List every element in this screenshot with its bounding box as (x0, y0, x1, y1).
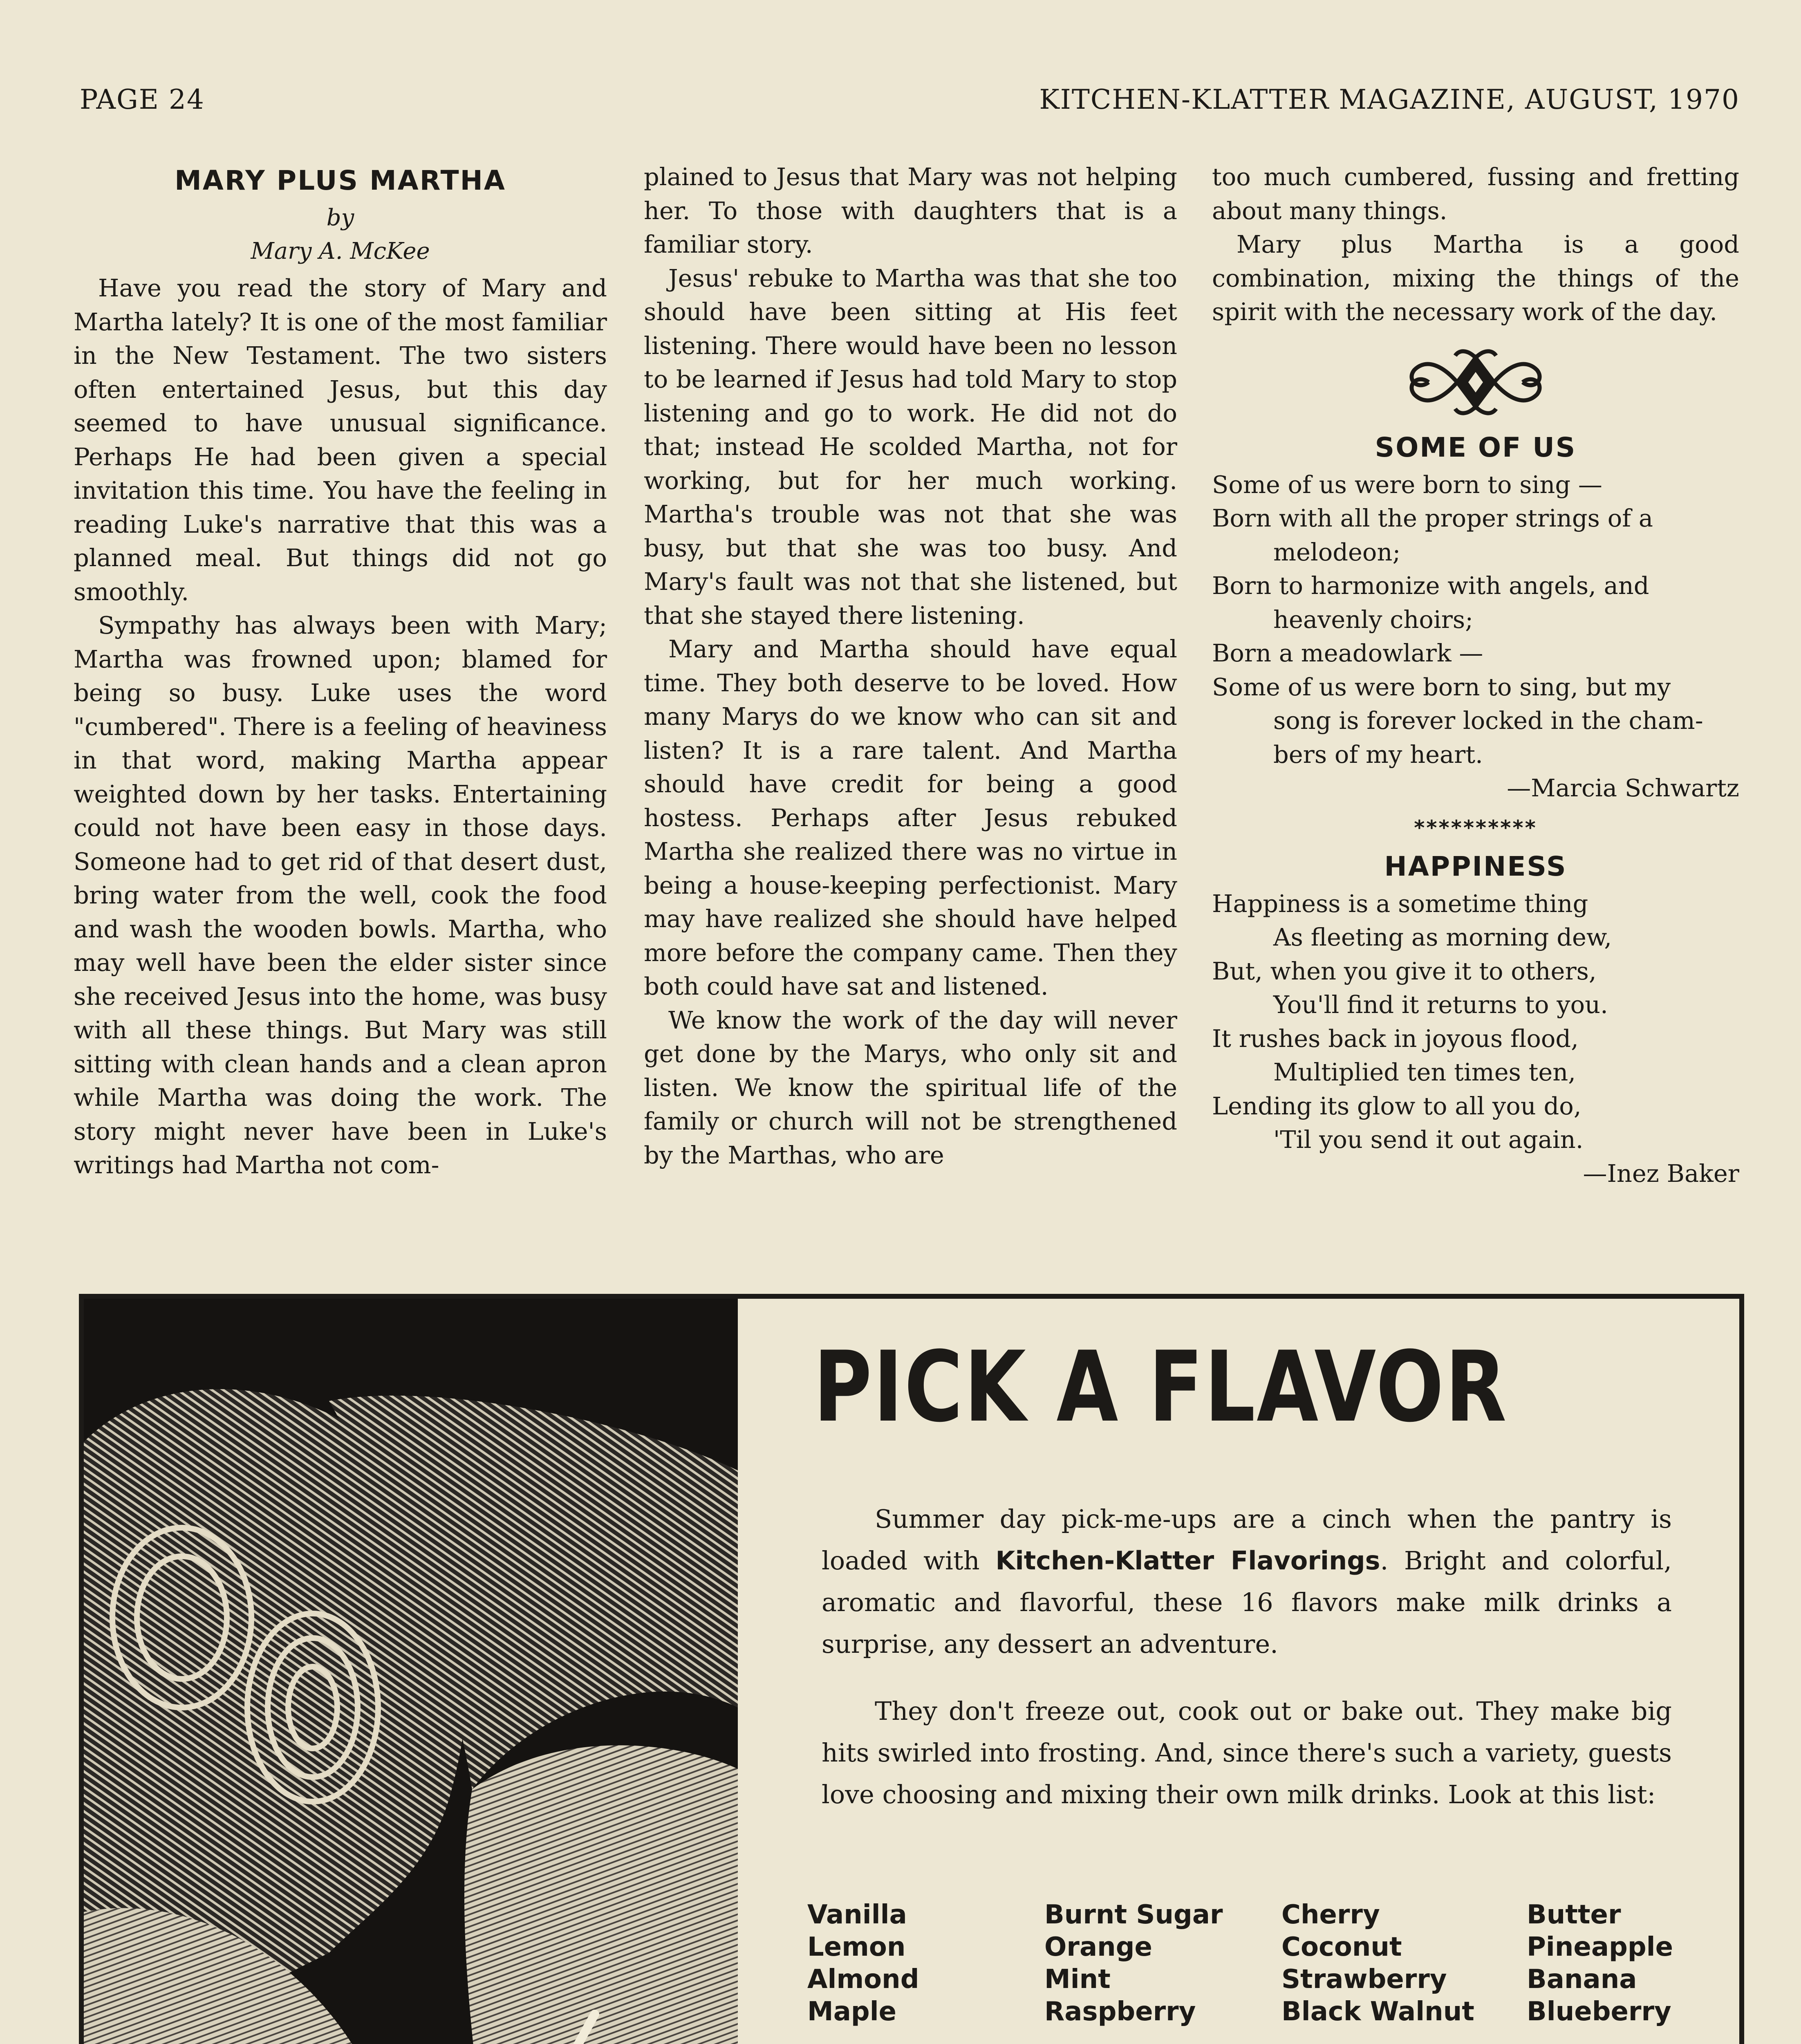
paragraph: plained to Jesus that Mary was not helping her. To those with daughters that is a familiar story. (644, 163, 1177, 258)
poem-line: Lending its glow to all you do, (1212, 1091, 1581, 1120)
article-column-3 (1212, 160, 1739, 1190)
paragraph: Mary and Martha should have equal time. They both deserve to be loved. How many Marys do we know who can sit and listen? It is a rare talent. And Martha should have credit for being a good hostess. Perhaps after Jesus rebuked Martha she realized there was no virtue in being a house-keeping perfectionist. Mary may have realized she should have helped more before the company came. Then they both could have sat and listened. (644, 635, 1177, 1000)
flavor-item: Cherry (1281, 1900, 1380, 1930)
ad-text: They don't freeze out, cook out or bake out. They make big hits swirled into frosting. And, since there's such a variety, guests love choosing and mixing their own milk drinks. Look at this list: (822, 1696, 1672, 1809)
article-title: MARY PLUS MARTHA (175, 165, 506, 196)
poem-line: heavenly choirs; (1273, 605, 1474, 634)
flavor-item: Burnt Sugar (1044, 1900, 1223, 1930)
poem-happiness (1212, 887, 1739, 1157)
couple-sharing-milkshake-photo (84, 1299, 738, 2044)
ad-headline: PICK A FLAVOR (813, 1331, 1508, 1444)
poem-line: Multiplied ten times ten, (1273, 1058, 1576, 1086)
poem-line: Happiness is a sometime thing (1212, 889, 1588, 918)
poem-line: 'Til you send it out again. (1273, 1125, 1584, 1154)
flavor-column-2 (1044, 1899, 1223, 2028)
poem-line: melodeon; (1273, 538, 1401, 566)
flavor-item: Almond (807, 1964, 919, 1995)
poem-line: Some of us were born to sing — (1212, 470, 1602, 499)
poem-title-happiness: HAPPINESS (1384, 850, 1567, 882)
article-author: Mary A. McKee (251, 238, 430, 264)
flavor-item: Black Walnut (1281, 1997, 1474, 2027)
flavor-item: Banana (1527, 1964, 1637, 1995)
ad-text: . Bright and colorful, aromatic and flavorful, these 16 flavors make milk drinks a surprise, any dessert an adventure. (822, 1546, 1672, 1659)
poem-title-some-of-us: SOME OF US (1375, 431, 1577, 463)
flavor-item: Strawberry (1281, 1964, 1447, 1995)
ad-paragraph-variety (822, 1690, 1672, 1815)
poem-line: You'll find it returns to you. (1273, 991, 1608, 1019)
section-separator: ********** (1414, 816, 1537, 840)
paragraph: We know the work of the day will never get done by the Marys, who only sit and listen. We know the spiritual life of the family or church will not be strengthened by the Marthas, who are (644, 1006, 1177, 1169)
poem-signature: —Inez Baker (1583, 1159, 1739, 1188)
ad-paragraph-intro (822, 1498, 1672, 1665)
flavor-item: Pineapple (1527, 1932, 1673, 1962)
article-column-2 (644, 160, 1177, 1172)
magazine-header: KITCHEN-KLATTER MAGAZINE, AUGUST, 1970 (1039, 84, 1740, 115)
flavor-item: Vanilla (807, 1900, 907, 1930)
poem-line: As fleeting as morning dew, (1273, 923, 1612, 951)
flavor-item: Coconut (1281, 1932, 1402, 1962)
ornament-icon (1406, 341, 1545, 423)
poem-line: Born to harmonize with angels, and (1212, 572, 1649, 600)
poem-some-of-us (1212, 468, 1739, 772)
flavor-item: Mint (1044, 1964, 1111, 1995)
flavor-item: Butter (1527, 1900, 1621, 1930)
flavor-item: Lemon (807, 1932, 906, 1962)
page-number: PAGE 24 (80, 84, 205, 115)
poem-line: But, when you give it to others, (1212, 957, 1597, 985)
flavor-column-4 (1527, 1899, 1673, 2028)
poem-line: Some of us were born to sing, but my (1212, 672, 1671, 701)
article-column-1 (74, 160, 607, 1182)
poem-line: It rushes back in joyous flood, (1212, 1024, 1579, 1053)
flavor-item: Raspberry (1044, 1997, 1196, 2027)
poem-line: Born a meadowlark — (1212, 639, 1483, 667)
byline-by: by (326, 204, 354, 231)
paragraph: Have you read the story of Mary and Martha lately? It is one of the most familiar in the New Testament. The two sisters often entertained Jesus, but this day seemed to have unusual significance. Perhaps He had been given a special invitation this time. You have the feeling in reading Luke's narrative that this was a planned meal. But things did not go smoothly. (74, 274, 607, 606)
flavor-item: Maple (807, 1997, 897, 2027)
poem-line: bers of my heart. (1273, 740, 1483, 769)
ad-brand-inline: Kitchen-Klatter Flavorings (995, 1546, 1380, 1576)
poem-line: Born with all the proper strings of a (1212, 504, 1653, 532)
flavor-column-3 (1281, 1899, 1474, 2028)
flavor-item: Orange (1044, 1932, 1152, 1962)
paragraph: Jesus' rebuke to Martha was that she too should have been sitting at His feet listening. There would have been no lesson to be learned if Jesus had told Mary to stop listening and go to work. He did not do that; instead He scolded Martha, not for working, but for her much working. Martha's trouble was not that she was busy, but that she was too busy. And Mary's fault was not that she listened, but that she stayed there listening. (644, 264, 1177, 630)
paragraph: too much cumbered, fussing and fretting about many things. (1212, 163, 1739, 225)
flavor-item: Blueberry (1527, 1997, 1671, 2027)
flavor-column-1 (807, 1899, 919, 2028)
ad-text: Summer day pick-me-ups are a cinch when the pantry is loaded with (822, 1504, 1672, 1576)
paragraph: Mary plus Martha is a good combination, mixing the things of the spirit with the necessary work of the day. (1212, 230, 1739, 326)
paragraph: Sympathy has always been with Mary; Martha was frowned upon; blamed for being so busy. Luke uses the word "cumbered". There is a feeling of heaviness in that word, making Martha appear weighted down by her tasks. Entertaining could not have been easy in those days. Someone had to get rid of that desert dust, bring water from the well, cook the food and wash the wooden bowls. Martha, who may well have been the elder sister since she received Jesus into the home, was busy with all these things. But Mary was still sitting with clean hands and a clean apron while Martha was doing the work. The story might never have been in Luke's writings had Martha not com- (74, 611, 607, 1179)
poem-line: song is forever locked in the cham- (1273, 706, 1703, 735)
poem-signature: —Marcia Schwartz (1507, 774, 1739, 802)
